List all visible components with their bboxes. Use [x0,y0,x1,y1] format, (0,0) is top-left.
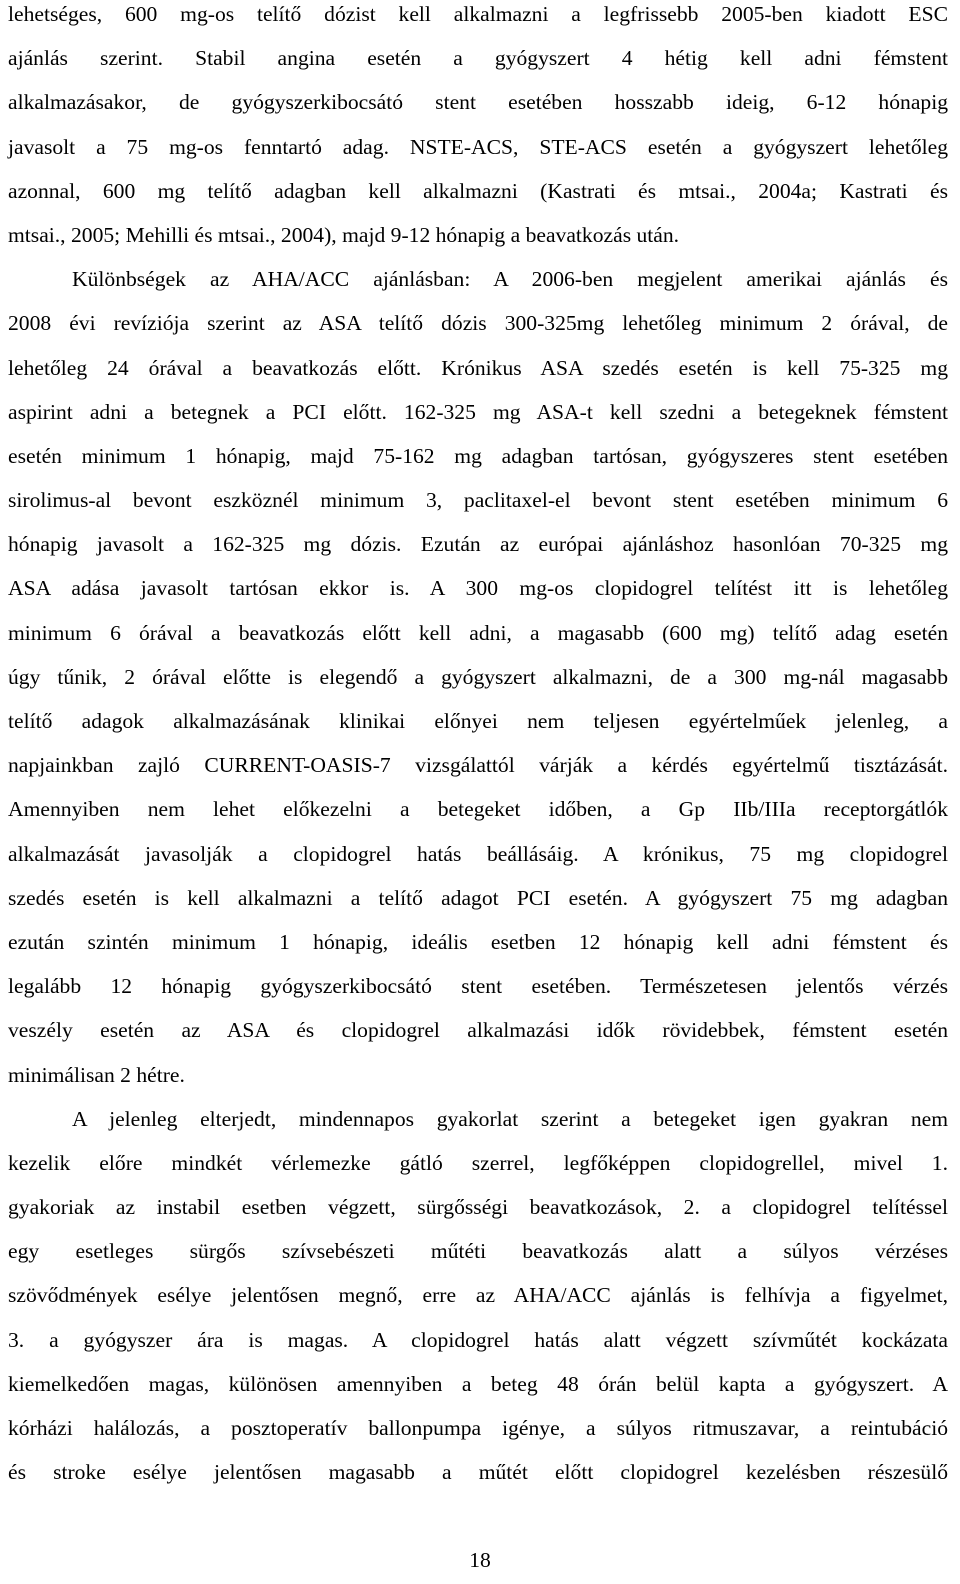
text-line: és stroke esélye jelentősen magasabb a műtét előtt clopidogrel kezelésben részesülő [8,1460,948,1485]
text-line: kiemelkedően magas, különösen amennyiben a beteg 48 órán belül kapta a gyógyszert. A [8,1371,948,1396]
paragraph-start-line: Különbségek az AHA/ACC ajánlásban: A 2006-ben megjelent amerikai ajánlás és [72,267,948,292]
text-line: esetén minimum 1 hónapig, majd 75-162 mg adagban tartósan, gyógyszeres stent esetében [8,443,948,468]
text-line: 2008 évi revíziója szerint az ASA telítő dózis 300-325mg lehetőleg minimum 2 órával, de [8,311,948,336]
text-line: veszély esetén az ASA és clopidogrel alkalmazási idők rövidebbek, fémstent esetén [8,1018,948,1043]
page-number: 18 [469,1548,491,1572]
text-line: kezelik előre mindkét vérlemezke gátló szerrel, legfőképpen clopidogrellel, mivel 1. [8,1150,948,1175]
text-line: lehetőleg 24 órával a beavatkozás előtt. Krónikus ASA szedés esetén is kell 75-325 mg [8,355,948,380]
body-text [8,0,948,1502]
text-line: minimálisan 2 hétre. [8,1062,185,1087]
text-line: hónapig javasolt a 162-325 mg dózis. Ezután az európai ajánláshoz hasonlóan 70-325 mg [8,532,948,557]
text-line: telítő adagok alkalmazásának klinikai előnyei nem teljesen egyértelműek jelenleg, a [8,709,948,733]
paragraph-start-line: A jelenleg elterjedt, mindennapos gyakorlat szerint a betegeket igen gyakran nem [72,1106,948,1131]
text-line: kórházi halálozás, a posztoperatív ballonpumpa igénye, a súlyos ritmuszavar, a reintubáció [8,1416,948,1440]
text-line: napjainkban zajló CURRENT-OASIS-7 vizsgálattól várják a kérdés egyértelmű tisztázását. [8,753,948,778]
text-line: ezután szintén minimum 1 hónapig, ideális esetben 12 hónapig kell adni fémstent és [8,929,948,954]
text-line: egy esetleges sürgős szívsebészeti műtéti beavatkozás alatt a súlyos vérzéses [8,1239,948,1264]
text-line: úgy tűnik, 2 órával előtte is elegendő a gyógyszert alkalmazni, de a 300 mg-nál magasabb [8,664,948,689]
text-line: alkalmazását javasolják a clopidogrel hatás beállásáig. A krónikus, 75 mg clopidogrel [8,841,948,866]
text-line: minimum 6 órával a beavatkozás előtt kell adni, a magasabb (600 mg) telítő adag esetén [8,620,948,645]
text-line: szövődmények esélye jelentősen megnő, erre az AHA/ACC ajánlás is felhívja a figyelmet, [8,1283,948,1308]
text-line: aspirint adni a betegnek a PCI előtt. 162-325 mg ASA-t kell szedni a betegeknek fémstent [8,399,948,424]
text-line: mtsai., 2005; Mehilli és mtsai., 2004), majd 9-12 hónapig a beavatkozás után. [8,222,680,247]
text-line: sirolimus-al bevont eszköznél minimum 3, paclitaxel-el bevont stent esetében minimum 6 [8,488,948,513]
text-line: Amennyiben nem lehet előkezelni a betegeket időben, a Gp IIb/IIIa receptorgátlók [8,797,948,822]
text-line: legalább 12 hónapig gyógyszerkibocsátó stent esetében. Természetesen jelentős vérzés [8,974,948,999]
text-line: gyakoriak az instabil esetben végzett, sürgősségi beavatkozások, 2. a clopidogrel telítéssel [8,1195,948,1220]
text-line: szedés esetén is kell alkalmazni a telítő adagot PCI esetén. A gyógyszert 75 mg adagban [8,885,948,910]
text-line: ASA adása javasolt tartósan ekkor is. A 300 mg-os clopidogrel telítést itt is lehetőleg [8,576,948,601]
text-line: azonnal, 600 mg telítő adagban kell alkalmazni (Kastrati és mtsai., 2004a; Kastrati és [8,178,948,203]
text-line: alkalmazásakor, de gyógyszerkibocsátó stent esetében hosszabb ideig, 6-12 hónapig [8,90,948,115]
text-line: 3. a gyógyszer ára is magas. A clopidogrel hatás alatt végzett szívműtét kockázata [8,1327,948,1352]
text-line: lehetséges, 600 mg-os telítő dózist kell alkalmazni a legfrissebb 2005-ben kiadott ESC [8,2,948,26]
text-line: javasolt a 75 mg-os fenntartó adag. NSTE-ACS, STE-ACS esetén a gyógyszert lehetőleg [8,134,948,159]
text-line: ajánlás szerint. Stabil angina esetén a gyógyszert 4 hétig kell adni fémstent [8,46,948,71]
